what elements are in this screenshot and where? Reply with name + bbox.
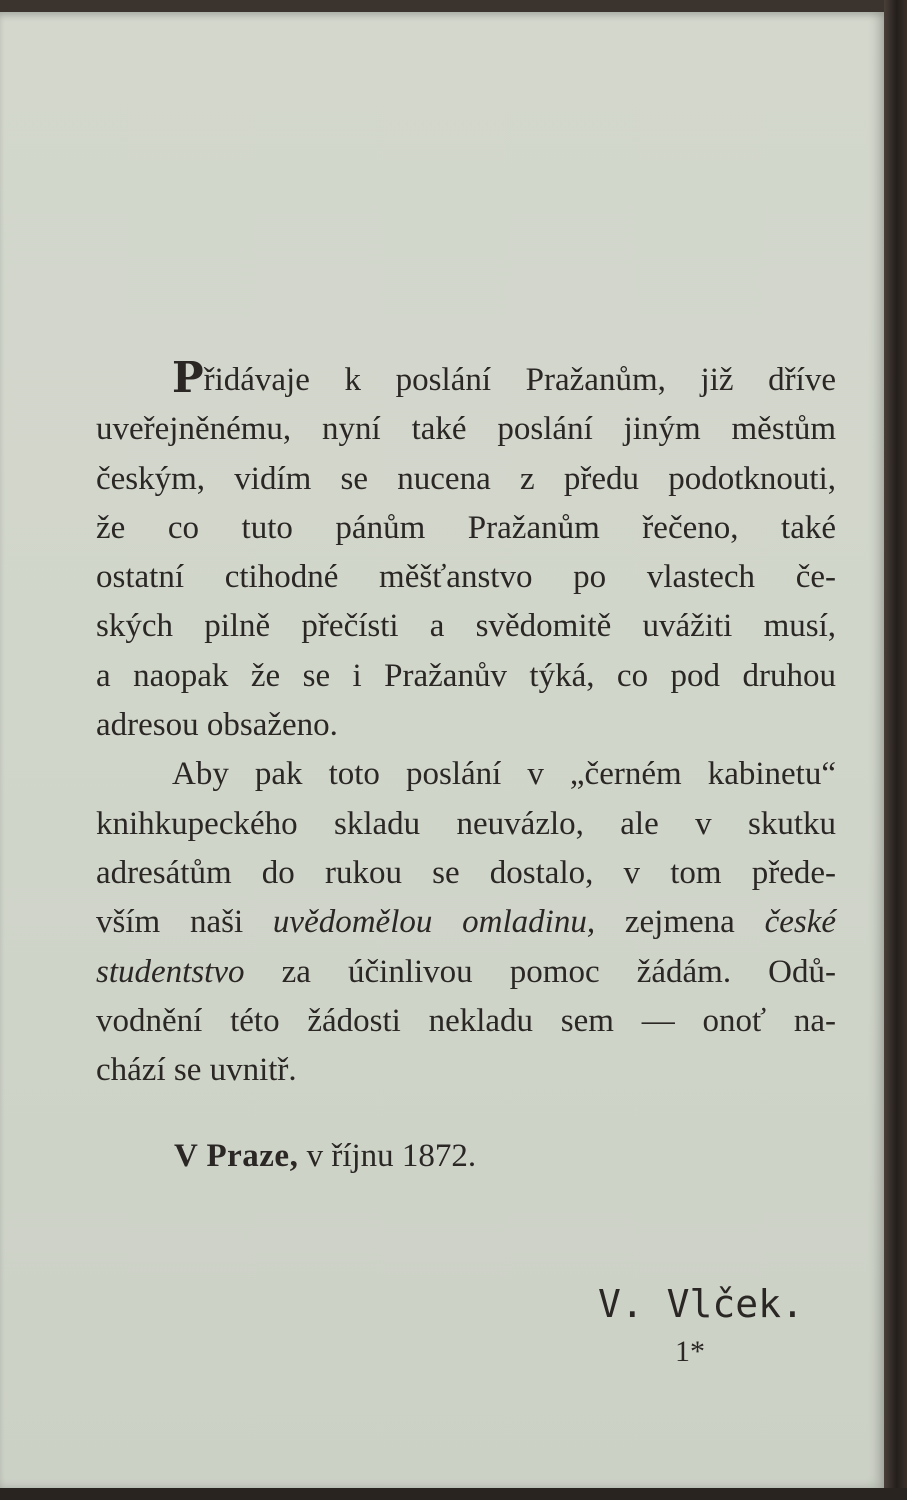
scan-bottom-edge <box>0 1488 907 1500</box>
preface-text <box>96 353 837 1095</box>
text-line <box>96 948 836 997</box>
scan-top-edge <box>0 0 907 12</box>
dateline-date: v říjnu 1872. <box>306 1138 477 1174</box>
text-line <box>96 898 836 947</box>
emphasis-text: studentstvo <box>96 953 245 990</box>
dateline-place: V Praze, <box>174 1138 299 1174</box>
text-line: Aby pak toto poslání v „černém kabinetu“ <box>172 756 836 793</box>
emphasis-text: české <box>764 904 837 941</box>
text-line: adresátům do rukou se dostalo, v tom přede- <box>96 854 836 891</box>
text-line <box>96 353 836 405</box>
text-line: chází se uvnitř. <box>96 1052 297 1089</box>
text-line: že co tuto pánům Pražanům řečeno, také <box>96 509 836 546</box>
text-line: českým, vidím se nucena z předu podotknouti, <box>96 460 836 497</box>
text-line: a naopak že se i Pražanův týká, co pod druhou <box>96 657 836 694</box>
author-signature: V. Vlček. <box>598 1282 804 1326</box>
text-line: uveřejněnému, nyní také poslání jiným městům <box>96 411 836 448</box>
paragraph-1 <box>96 353 836 750</box>
signature-mark: 1* <box>675 1335 705 1368</box>
book-spine-edge <box>884 0 907 1500</box>
text-line: adresou obsaženo. <box>96 707 338 744</box>
emphasis-text: uvědomělou omladinu, <box>272 904 596 941</box>
decorative-initial: P <box>172 353 202 402</box>
text-line: knihkupeckého skladu neuvázlo, ale v skutku <box>96 805 836 842</box>
text-line: vodnění této žádosti nekladu sem — onoť na- <box>96 1002 836 1039</box>
dateline <box>174 1138 476 1175</box>
line-text: vším naši <box>96 904 244 941</box>
text-line: ostatní ctihodné měšťanstvo po vlastech če- <box>96 559 836 596</box>
line-text: za účinlivou pomoc žádám. Odů- <box>281 953 837 990</box>
line-text: řidávaje k poslání Pražanům, již dříve <box>203 362 836 398</box>
paragraph-2 <box>96 750 836 1095</box>
text-line: ských pilně přečísti a svědomitě uvážiti musí, <box>96 608 836 645</box>
line-text: zejmena <box>624 904 735 941</box>
